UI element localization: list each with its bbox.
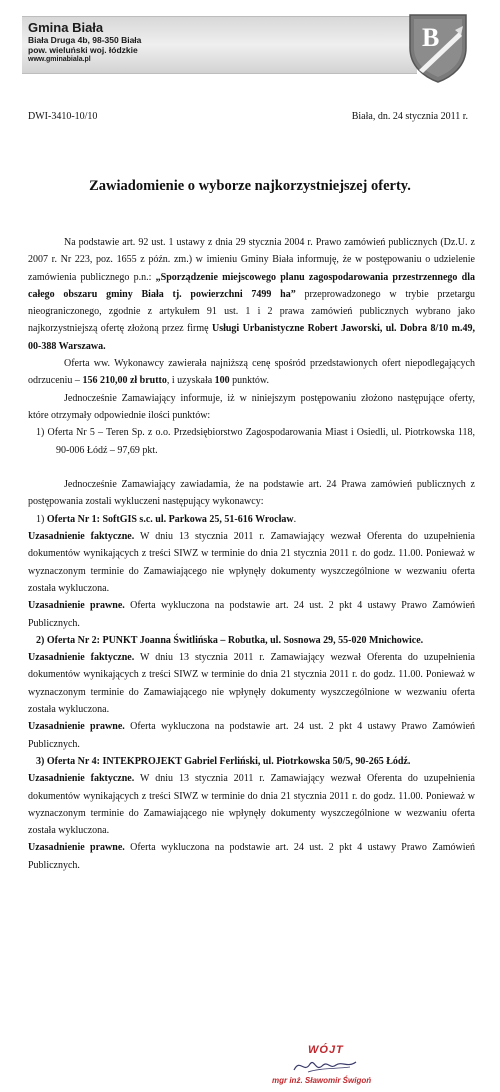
factual-justification xyxy=(28,770,475,839)
text-span: przeprowadzonego w trybie przetargu nieograniczonego, zgodnie z artykułem 91 ust. 1 i 2 prawa zamówień publicznych wybrano jako najkorzystniejszą ofertę złożoną przez firmę xyxy=(28,288,475,335)
excluded-offer-name: Oferta Nr 4: INTEKPROJEKT Gabriel Ferliński, ul. Piotrkowska 50/5, 90-265 Łódź. xyxy=(46,755,411,767)
municipality-name: Gmina Biała xyxy=(28,20,104,35)
excluded-offer-heading xyxy=(28,632,475,649)
reference-number: DWI-3410-10/10 xyxy=(28,111,98,122)
municipality-website: www.gminabiala.pl xyxy=(28,56,91,63)
signature-block xyxy=(272,1044,402,1090)
signatory-role: WÓJT xyxy=(308,1044,344,1056)
legal-justification xyxy=(28,597,475,632)
paragraph-decision xyxy=(28,234,475,355)
document-body xyxy=(28,234,475,874)
text-span: W dniu 13 stycznia 2011 r. Zamawiający wezwał Oferenta do uzupełnienia dokumentów wynikających z treści SIWZ w terminie do dnia 21 stycznia 2011 r. do godz. 11.00. Ponieważ w wyznaczonym terminie do Zamawiającego nie wpłynęły dokumenty wyszczególnione w wezwaniu oferta została wykluczona. xyxy=(28,531,475,594)
municipal-coat-of-arms-icon xyxy=(407,12,469,84)
handwritten-signature-icon xyxy=(290,1054,360,1076)
procurement-name: „Sporządzenie miejscowego planu zagospodarowania przestrzennego dla całego obszaru gminy Biała tj. powierzchni 7499 ha” xyxy=(28,271,475,300)
list-item-offer: 1) Oferta Nr 5 – Teren Sp. z o.o. Przedsiębiorstwo Zagospodarowania Miast i Osiedli, ul. Piotrkowska 118, 90-006 Łódź – 97,69 pkt. xyxy=(36,427,475,456)
text-span: Oferta wykluczona na podstawie art. 24 ust. 2 pkt 4 ustawy Prawo Zamówień Publicznych. xyxy=(28,721,475,750)
letterhead-text xyxy=(28,20,141,64)
text-span: W dniu 13 stycznia 2011 r. Zamawiający wezwał Oferenta do uzupełnienia dokumentów wynikających z treści SIWZ w terminie do dnia 21 stycznia 2011 r. do godz. 11.00. Ponieważ w wyznaczonym terminie do Zamawiającego nie wpłynęły dokumenty wyszczególnione w wezwaniu oferta została wykluczona. xyxy=(28,652,475,716)
spacer xyxy=(28,459,475,476)
municipality-address: Biała Druga 4b, 98-350 Biała xyxy=(28,35,142,45)
text-span: Oferta wykluczona na podstawie art. 24 ust. 2 pkt 4 ustawy Prawo Zamówień Publicznych. xyxy=(28,600,475,629)
paragraph-exclusions: Jednocześnie Zamawiający zawiadamia, że na podstawie art. 24 Prawa zamówień publicznych z postępowania zostali wykluczeni następujący wykonawcy: xyxy=(28,479,475,508)
text-span: W dniu 13 stycznia 2011 r. Zamawiający wezwał Oferenta do uzupełnienia dokumentów wynikających z treści SIWZ w terminie do dnia 21 stycznia 2011 r. do godz. 11.00. Ponieważ w wyznaczonym terminie do Zamawiającego nie wpłynęły dokumenty wyszczególnione w wezwaniu oferta została wykluczona. xyxy=(28,773,475,837)
document-date: Biała, dn. 24 stycznia 2011 r. xyxy=(351,111,468,122)
label: Uzasadnienie faktyczne. xyxy=(28,652,135,664)
list-number: 3) xyxy=(36,755,47,767)
excluded-offer-heading xyxy=(28,753,475,770)
winning-price: 156 210,00 zł brutto xyxy=(82,375,167,387)
text-span: , i uzyskała xyxy=(166,375,215,387)
label: Uzasadnienie prawne. xyxy=(28,600,125,612)
label: Uzasadnienie faktyczne. xyxy=(28,531,135,543)
list-number: 1) xyxy=(36,513,47,525)
winning-points: 100 xyxy=(214,375,230,387)
legal-justification xyxy=(28,839,475,874)
paragraph-price xyxy=(28,355,475,390)
text-span: punktów. xyxy=(229,375,270,387)
text-span: Oferta wykluczona na podstawie art. 24 ust. 2 pkt 4 ustawy Prawo Zamówień Publicznych. xyxy=(28,842,475,871)
label: Uzasadnienie prawne. xyxy=(28,721,125,733)
signatory-name: mgr inż. Sławomir Świgoń xyxy=(272,1076,372,1085)
letterhead xyxy=(22,14,462,76)
excluded-offer-name: Oferta Nr 1: SoftGIS s.c. ul. Parkowa 25, 51-616 Wrocław xyxy=(46,513,294,525)
label: Uzasadnienie prawne. xyxy=(28,842,125,854)
factual-justification xyxy=(28,649,475,718)
excluded-offer-name: Oferta Nr 2: PUNKT Joanna Świtlińska – Robutka, ul. Sosnowa 29, 55-020 Mnichowice. xyxy=(46,634,424,646)
document-title: Zawiadomienie o wyborze najkorzystniejszej oferty. xyxy=(89,178,411,194)
paragraph-offers: Jednocześnie Zamawiający informuje, iż w niniejszym postępowaniu złożono następujące oferty, które otrzymały odpowiednie ilości punktów: xyxy=(28,392,475,421)
text-span: Na podstawie art. 92 ust. 1 ustawy z dnia 29 stycznia 2004 r. Prawo zamówień publicznych (Dz.U. z 2007 r. Nr 223, poz. 1655 z późn. zm.) w imieniu Gminy Biała informuję, że w postępowaniu o udzielenie zamówienia publicznego p.n.: xyxy=(28,237,475,283)
excluded-offer-heading xyxy=(28,511,475,528)
factual-justification xyxy=(28,528,475,597)
text-span: Oferta ww. Wykonawcy zawierała najniższą cenę spośród przedstawionych ofert niepodlegających odrzuceniu – xyxy=(28,358,475,387)
svg-text:B: B xyxy=(422,23,440,52)
list-number: 2) xyxy=(36,634,47,646)
municipality-county: pow. wieluński woj. łódzkie xyxy=(28,45,138,55)
legal-justification xyxy=(28,718,475,753)
text-span: . xyxy=(293,513,297,525)
winning-bidder: Usługi Urbanistyczne Robert Jaworski, ul. Dobra 8/10 m.49, 00-388 Warszawa. xyxy=(28,323,475,352)
label: Uzasadnienie faktyczne. xyxy=(28,773,135,785)
